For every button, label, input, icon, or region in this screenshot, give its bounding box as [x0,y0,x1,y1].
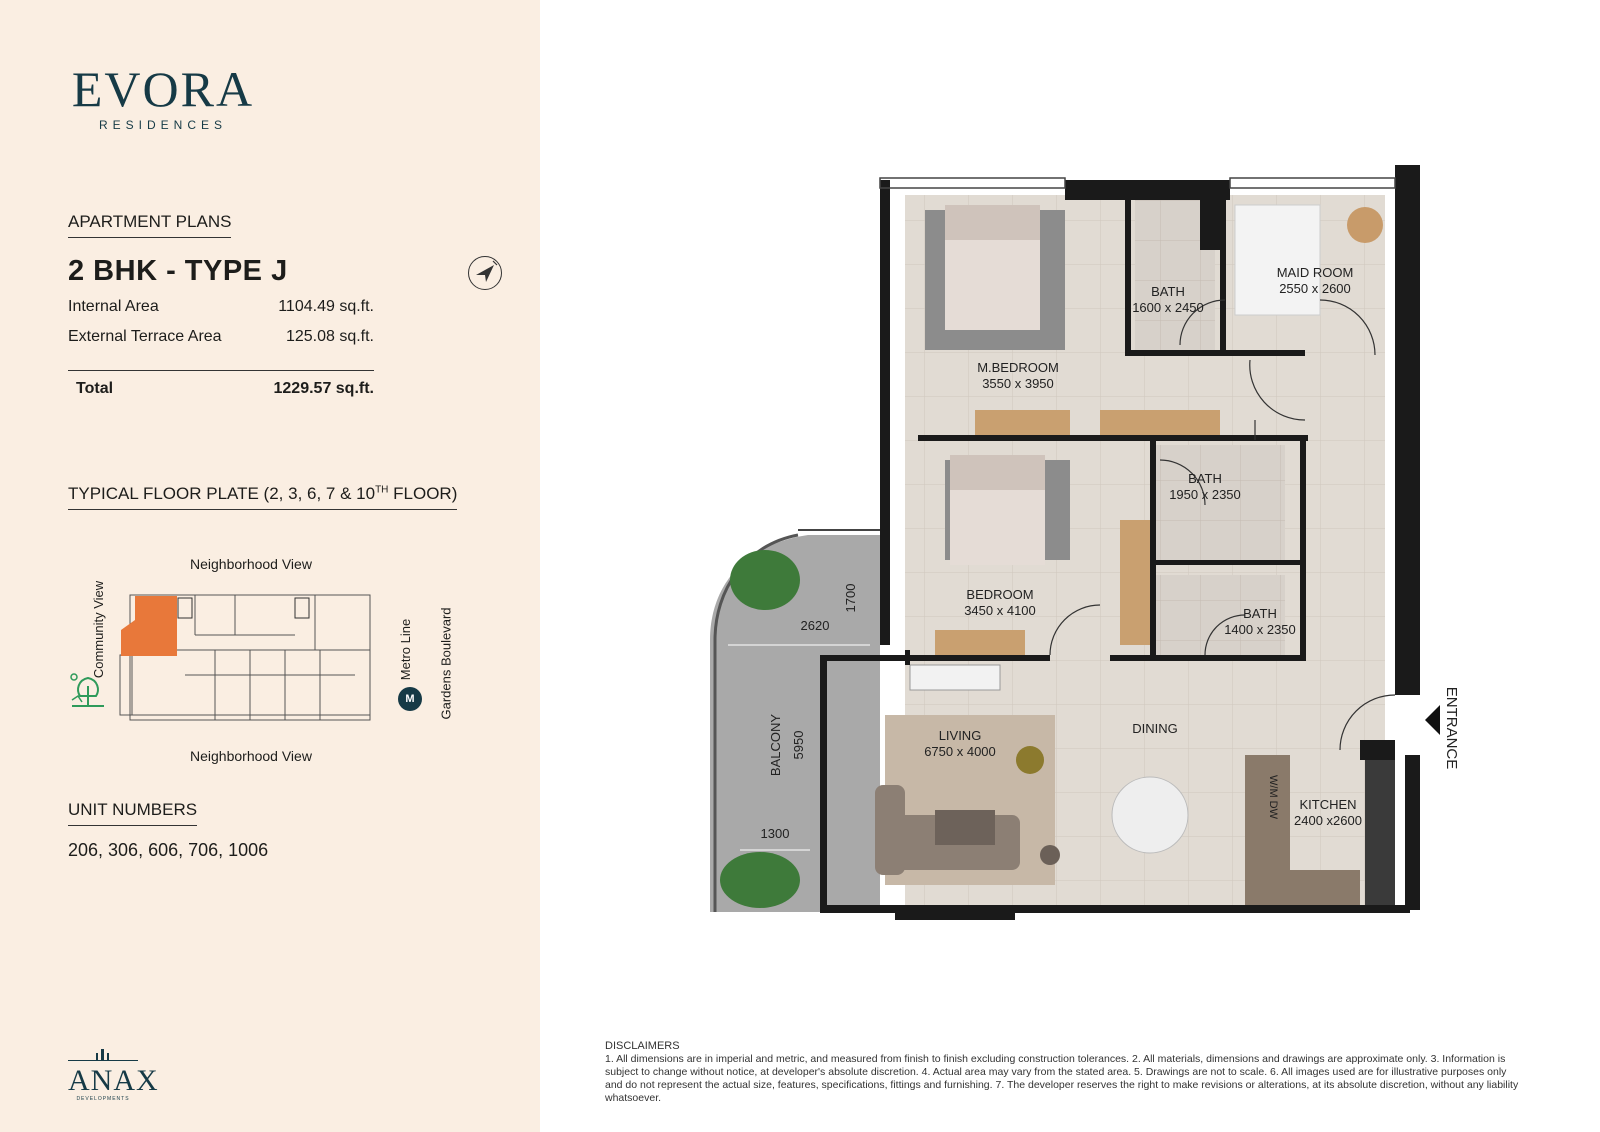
disclaimer [605,1040,1525,1105]
room-name: BATH [1243,606,1277,621]
area-value: 125.08 sq.ft. [285,328,374,345]
floor-plate-diagram [65,590,425,730]
total-label: Total [76,380,114,397]
brand-sub: RESIDENCES [98,118,228,132]
room-dim: 6750 x 4000 [924,744,996,759]
unit-numbers-heading: UNIT NUMBERS [68,800,197,826]
bottom-view-label: Neighborhood View [190,748,312,764]
room-name: BATH [1151,284,1185,299]
room-dim: 3450 x 4100 [964,603,1036,618]
developer-name: ANAX [68,1064,159,1097]
room-name: KITCHEN [1299,797,1357,812]
plan-type-title: 2 BHK - TYPE J [68,255,288,287]
room-dim: 2400 x2600 [1294,813,1362,828]
total-value: 1229.57 sq.ft. [273,380,374,397]
wardrobe [935,630,1025,655]
anax-logo [68,1048,159,1102]
maid-bed [1235,205,1320,315]
appliance-label: W/M DW [1267,775,1279,819]
metro-icon: M [398,687,422,711]
maid-side-table [1347,207,1383,243]
room-name: DINING [1132,721,1178,736]
disclaimer-text: 1. All dimensions are in imperial and metric, and measured from finish to finish excluding construction tolerances. 2. All materials, dimensions and drawings are approximate only. 3. Information is subject to change without notice, at developer's absolute discretion. 4. Actual area may vary from the stated area. 5. Drawings are not to scale. 6. All images used are for illustrative purposes only and do not represent the actual size, features, specifications, fittings and furnishing. 7. The developer reserves the right to make revisions or alterations, at its absolute discretion, without any liability whatsoever. [605,1053,1519,1104]
north-arrow-icon [468,256,502,290]
floor-plan [700,160,1460,940]
room-name: M.BEDROOM [977,360,1059,375]
room-dim: 1600 x 2450 [1132,300,1204,315]
floor-plate-heading: TYPICAL FLOOR PLATE (2, 3, 6, 7 & 10TH FLOOR) [68,484,457,510]
room-dim: 5950 [791,730,806,760]
balcony-dim: 2620 [800,618,830,633]
highlighted-unit [121,596,177,656]
balcony-dim: 1300 [760,826,790,841]
evora-logo [68,61,258,132]
room-name: BEDROOM [966,587,1034,602]
dining-table [1112,777,1188,853]
unit-numbers: 206, 306, 606, 706, 1006 [68,840,269,860]
divider [68,370,374,371]
entrance-label: ENTRANCE [1443,686,1460,770]
gardens-boulevard-label: Gardens Boulevard [438,607,454,720]
area-value: 1104.49 sq.ft. [278,298,374,315]
developer-sub: DEVELOPMENTS [76,1096,130,1102]
room-dim: 3550 x 3950 [982,376,1054,391]
community-tree-icon [68,672,108,717]
disclaimer-title: DISCLAIMERS [605,1040,680,1052]
room-name: BATH [1188,471,1222,486]
entrance-arrow-icon [1425,705,1440,735]
total-area-row [76,380,374,398]
tv-unit [910,665,1000,690]
room-dim: 2550 x 2600 [1279,281,1351,296]
internal-area-row [68,298,374,316]
left-view-label: Community View [91,580,107,679]
metro-line-label: Metro Line [398,618,414,681]
room-dim: 1400 x 2350 [1224,622,1296,637]
apartment-plans-heading: APARTMENT PLANS [68,212,231,238]
brand-name: EVORA [71,61,255,117]
area-label: Internal Area [68,298,159,315]
area-label: External Terrace Area [68,328,222,345]
wardrobe [1120,520,1155,645]
terrace-area-row [68,328,374,346]
balcony-dim: 1700 [843,583,858,613]
room-name: MAID ROOM [1276,265,1354,280]
room-name: BALCONY [768,713,783,777]
room-dim: 1950 x 2350 [1169,487,1241,502]
top-view-label: Neighborhood View [190,556,312,572]
info-panel [0,0,540,1132]
room-name: LIVING [938,728,982,743]
